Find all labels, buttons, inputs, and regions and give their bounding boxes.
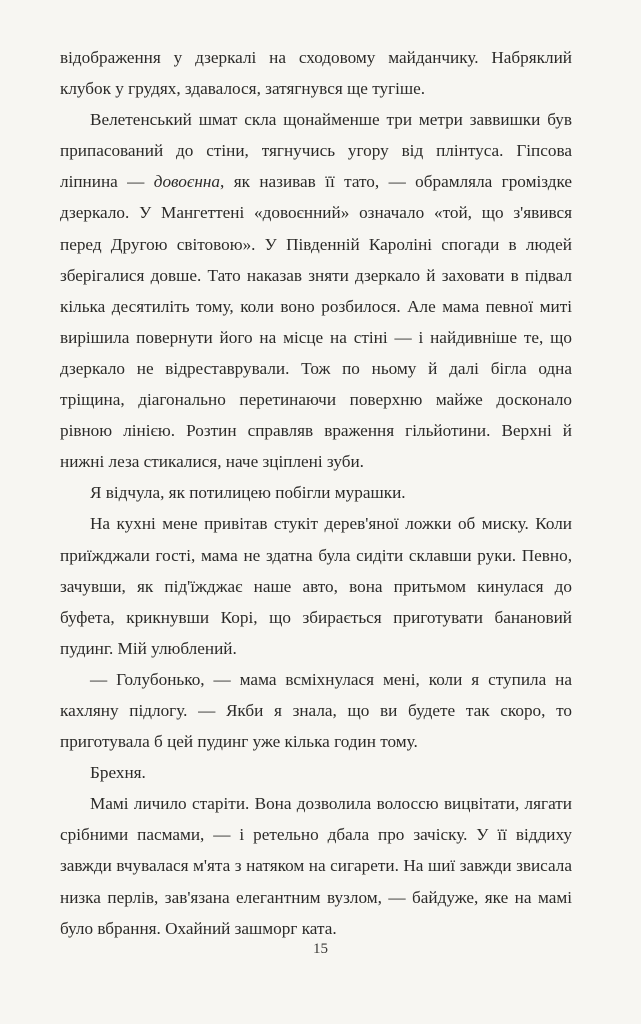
page-number: 15 [313,941,328,957]
paragraph-dialogue: — Голубонько, — мама всміхнулася мені, коли я ступила на кахляну підлогу. — Якби я знала, що ви будете так скоро, то приготувала б цей пудинг уже кілька годин тому. [60,669,572,752]
paragraph-mirror-italic: довоєнна [153,172,221,192]
page-body [60,42,572,944]
paragraph-mirror-text-before: Велетенський шмат скла щонайменше три метри заввишки був припасований до стіни, тягнучись угору від плінтуса. Гіпсова ліпнина — [60,110,572,192]
paragraph-mother: Мамі личило старіти. Вона дозволила волоссю вицвітати, лягати срібними пасмами, — і ретельно дбала про зачіску. У її віддиху завжди вчувалася м'ята з натяком на сигарети. На шиї завжди звисала низка перлів, зав'язана елегантним вузлом, — байдуже, яке на мамі було вбрання. Охайний зашморг ката. [60,794,572,938]
paragraph-continuation: відображення у дзеркалі на сходовому майданчику. Набряклий клубок у грудях, здавалося, затягнувся ще тугіше. [60,48,572,99]
paragraph-kitchen: На кухні мене привітав стукіт дерев'яної ложки об миску. Коли приїжджали гості, мама не здатна була сидіти склавши руки. Певно, зачувши, як під'їжджає наше авто, вона притьмом кинулася до буфета, крикнувши Корі, що збирається приготувати банановий пудинг. Мій улюблений. [60,514,572,658]
paragraph-mirror [60,104,572,477]
paragraph-goosebumps: Я відчула, як потилицею побігли мурашки. [90,483,406,503]
paragraph-lie: Брехня. [90,763,146,783]
paragraph-mirror-text-after: , як називав її тато, — обрамляла громіздке дзеркало. У Мангеттені «довоєнний» означало «той, що з'явився перед Другою світовою». У Південній Кароліні спогади в людей зберігалися довше. Тато наказав зняти дзеркало й заховати в підвал кілька десятиліть тому, коли воно розбилося. Але мама певної миті вирішила повернути його на місце на стіні — і найдивніше те, що дзеркало не відреставрували. Тож по ньому й далі бігла одна тріщина, діагонально перетинаючи поверхню майже досконало рівною лінією. Розтин справляв враження гільйотини. Верхні й нижні леза стикалися, наче зціплені зуби. [60,172,573,472]
